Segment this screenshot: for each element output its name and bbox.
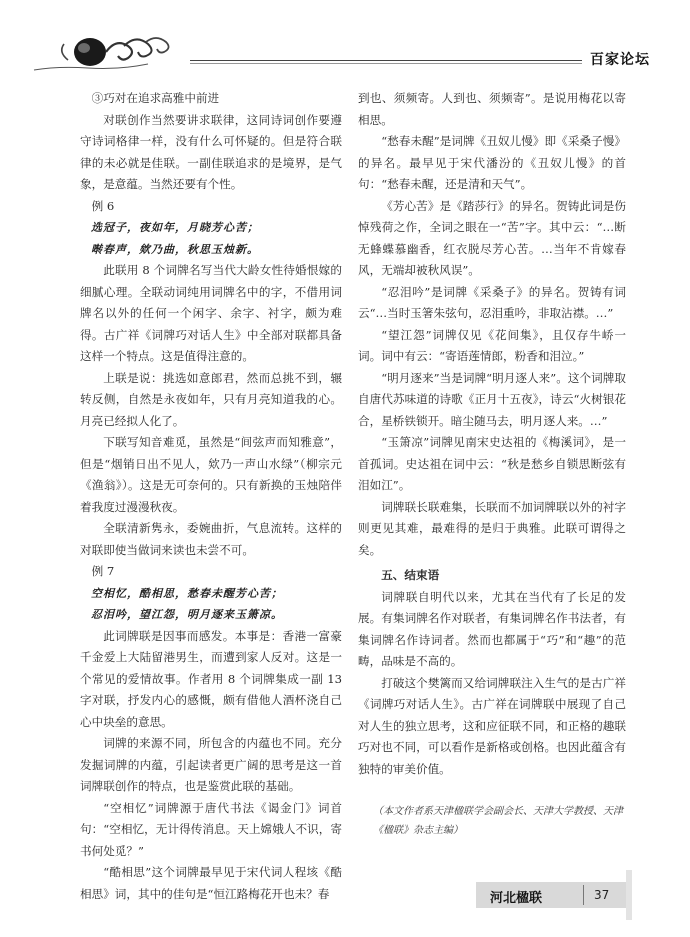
paragraph: 到也、须频寄。人到也、须频寄”。是说用梅花以寄相思。 (358, 91, 626, 127)
paragraph: 上联是说：挑选如意郎君，然而总挑不到，辗转反侧，自然是永夜如年，只有月亮知道我的心。月亮已经拟人化了。 (80, 370, 342, 428)
paragraph: “玉箫凉”词牌见南宋史达祖的《梅溪词》，是一首孤词。史达祖在词中云：“秋是愁乡自锁思断弦有泪如江”。 (358, 435, 626, 492)
paragraph: 词牌联长联难集，长联而不加词牌联以外的衬字则更见其难，最难得的是归于典雅。此联可谓得之矣。 (358, 499, 626, 557)
header-rule (190, 60, 650, 61)
column-name: 百家论坛 (582, 49, 654, 69)
paragraph: 打破这个樊篱而又给词牌联注入生气的是古广祥《词牌巧对话人生》。古广祥在词牌联中展现了自己对人生的独立思考，这和应征联不同，和正格的趣联巧对也不同，可以看作是新格或创格。也因此蕴含有独特的审美价值。 (358, 675, 626, 776)
paragraph: “望江怨”词牌仅见《花间集》，且仅存牛峤一词。词中有云：“寄语莲情郎，粉香和泪泣。” (358, 327, 626, 363)
section-heading: 五、结束语 (381, 568, 440, 582)
magazine-name: 河北楹联 (490, 891, 543, 906)
page-number: 37 (594, 888, 610, 902)
subsection-heading: ③巧对在追求高雅中前进 (91, 91, 220, 105)
paragraph: “愁春未醒”是词牌《丑奴儿慢》即《采桑子慢》的异名。最早见于宋代潘汾的《丑奴儿慢》的首句：“愁春未醒，还是清和天气”。 (358, 134, 626, 191)
paragraph: 下联写知音难觅，虽然是“间弦声而知雅意”，但是“烟销日出不见人，欸乃一声山水绿”（柳宗元《渔翁》）。这是无可奈何的。只有新换的玉烛陪伴着我度过漫漫秋夜。 (80, 435, 342, 514)
left-column (80, 88, 342, 905)
couplet-line: 空相忆，酷相思，愁春未醒芳心苦； (91, 586, 283, 600)
paragraph: 《芳心苦》是《踏莎行》的异名。贺铸此词是伤悼残荷之作，全词之眼在一“苦”字。其中云：“…断无蜂蝶慕幽香，红衣脱尽芳心苦。…当年不肯嫁春风，无端却被秋风误”。 (358, 198, 626, 277)
paragraph: “忍泪吟”是词牌《采桑子》的异名。贺铸有词云“…当时玉箸朱弦句，忍泪重吟，非取沾襟。…” (358, 284, 626, 320)
example-label: 例 6 (91, 198, 115, 213)
paragraph: 词牌联自明代以来，尤其在当代有了长足的发展。有集词牌名作对联者，有集词牌名作书法者，有集词牌名作诗词者。然而也都属于“巧”和“趣”的范畴，品味是不高的。 (358, 589, 626, 668)
paragraph: 此词牌联是因事而感发。本事是：香港一富豪千金爱上大陆留港男生，而遭到家人反对。这是一个常见的爱情故事。作者用 8 个词牌集成一副 13 字对联，抒发内心的感慨，颇有借他人酒杯浇自己心中块垒的意思。 (80, 628, 342, 729)
author-note: （本文作者系天津楹联学会副会长、天津大学教授、天津《楹联》杂志主编） (373, 806, 623, 836)
couplet-line: 选冠子，夜如年，月晓芳心苦； (91, 221, 259, 234)
paragraph: 此联用 8 个词牌名写当代大龄女性待婚恨嫁的细腻心理。全联动词纯用词牌名中的字，不借用词牌名以外的任何一个闲字、余字、衬字，颇为难得。古广祥《词牌巧对话人生》中全部对联都具备这样一个特点。这是值得注意的。 (80, 263, 342, 363)
paragraph: “明月逐来”当是词牌“明月逐人来”。这个词牌取自唐代苏味道的诗歌《正月十五夜》，诗云“火树银花合，星桥铁锁开。暗尘随马去，明月逐人来。…” (358, 370, 626, 428)
right-column (358, 88, 626, 840)
page-edge-tab (626, 870, 632, 920)
paragraph: 全联清新隽永，委婉曲折，气息流转。这样的对联即使当做词来读也未尝不可。 (80, 521, 342, 557)
paragraph: “酷相思”这个词牌最早见于宋代词人程垓《酷相思》词，其中的佳句是“恒江路梅花开也未？春 (80, 865, 342, 901)
paragraph: 对联创作当然要讲求联律，这同诗词创作要遵守诗词格律一样，没有什么可怀疑的。但是符合联律的未必就是佳联。一副佳联追求的是境界，是气象，是意蕴。当然还要有个性。 (80, 112, 342, 191)
header-rule-secondary (190, 63, 650, 64)
footer-divider (583, 885, 584, 905)
paragraph: “空相忆”词牌源于唐代书法《谒金门》词首句：“空相忆，无计得传消息。天上嫦娥人不识，寄书何处觅？” (80, 800, 342, 858)
paragraph: 词牌的来源不同，所包含的内蕴也不同。充分发掘词牌的内蕴，引起读者更广阔的思考是这一首词牌联创作的特点，也是鉴赏此联的基础。 (80, 736, 342, 793)
example-label: 例 7 (91, 564, 115, 578)
cloud-ornament-icon (28, 30, 198, 78)
couplet-line: 忍泪吟，望江怨，明月逐来玉箫凉。 (91, 608, 283, 621)
couplet-line: 啭春声，欸乃曲，秋思玉烛新。 (91, 242, 259, 256)
